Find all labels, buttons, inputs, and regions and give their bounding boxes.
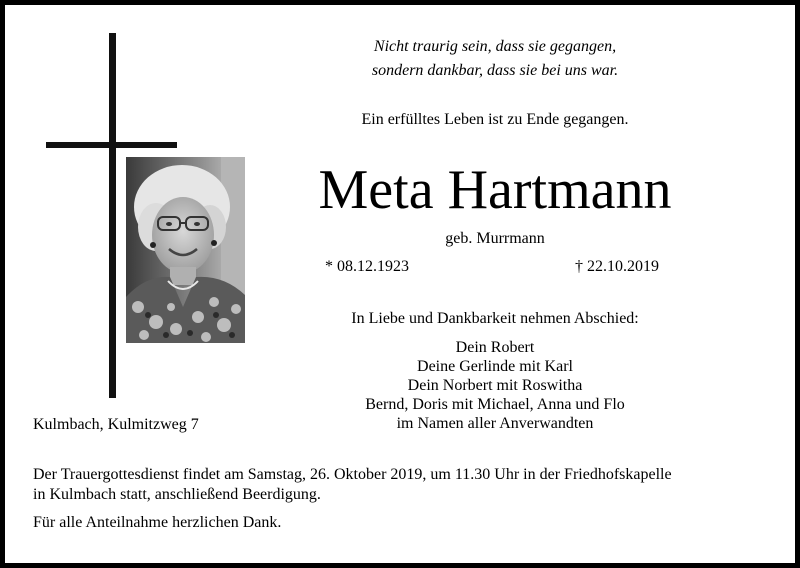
mourner-line: Dein Norbert mit Roswitha xyxy=(407,377,583,394)
birth-date: * 08.12.1923 xyxy=(325,258,409,275)
farewell-text: In Liebe und Dankbarkeit nehmen Abschied: xyxy=(351,310,639,327)
quote-line-1: Nicht traurig sein, dass sie gegangen, xyxy=(373,38,617,55)
mourner-line: Deine Gerlinde mit Karl xyxy=(417,358,573,375)
mourner-line: im Namen aller Anverwandten xyxy=(396,415,594,432)
memorial-quote xyxy=(305,35,685,83)
portrait-photo xyxy=(126,157,245,343)
service-line-1: Der Trauergottesdienst findet am Samstag, 26. Oktober 2019, um 11.30 Uhr in der Friedhofskapelle xyxy=(33,466,672,483)
thanks-text: Für alle Anteilnahme herzlichen Dank. xyxy=(33,514,282,531)
intro-text: Ein erfülltes Leben ist zu Ende gegangen. xyxy=(361,111,629,128)
mourners-list xyxy=(305,338,685,433)
obituary-notice xyxy=(5,5,795,563)
cross-icon xyxy=(109,33,116,398)
mourner-line: Bernd, Doris mit Michael, Anna und Flo xyxy=(365,396,625,413)
service-line-2: in Kulmbach statt, anschließend Beerdigung. xyxy=(33,486,321,503)
deceased-name: Meta Hartmann xyxy=(318,159,672,221)
cross-icon-crossbar xyxy=(46,142,177,148)
birth-name: geb. Murrmann xyxy=(445,230,545,247)
mourner-line: Dein Robert xyxy=(455,339,535,356)
service-info xyxy=(33,465,773,505)
address: Kulmbach, Kulmitzweg 7 xyxy=(33,416,199,433)
quote-line-2: sondern dankbar, dass sie bei uns war. xyxy=(371,62,619,79)
death-date: † 22.10.2019 xyxy=(575,258,659,275)
portrait-image xyxy=(126,157,245,343)
